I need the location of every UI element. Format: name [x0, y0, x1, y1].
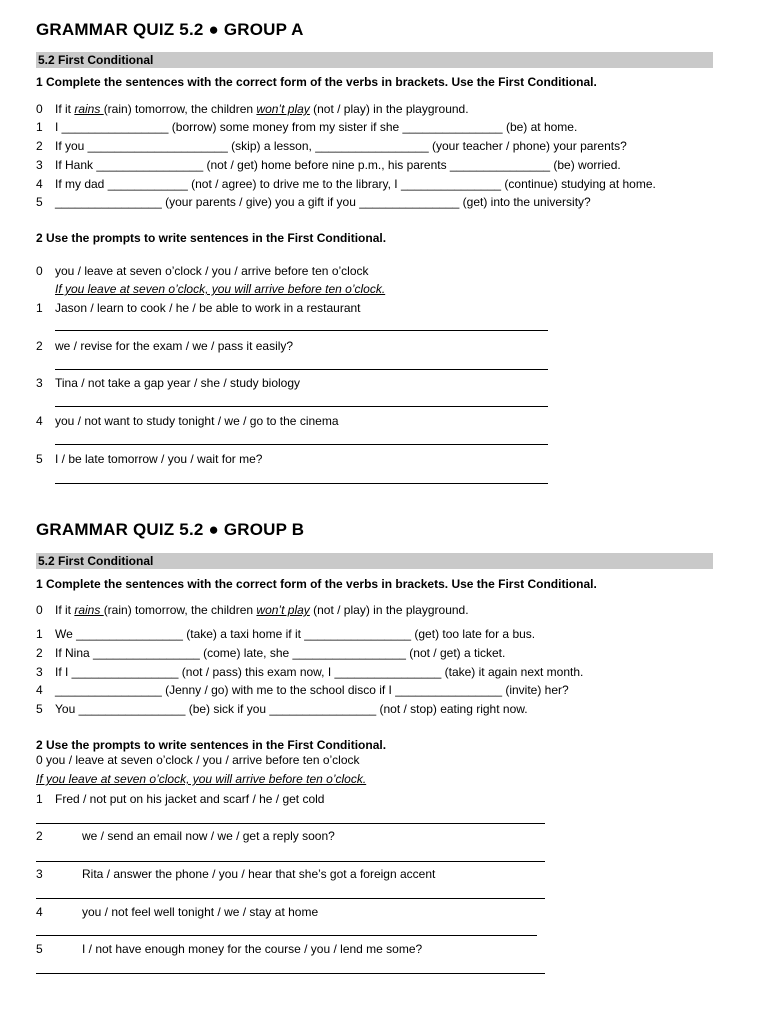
group-b-ex2-example-prompt: 0 you / leave at seven o’clock / you / arrive before ten o’clock — [36, 753, 360, 767]
group-b-ex2-num-1: 1 — [36, 792, 43, 806]
group-b-ex2-answer-line-4[interactable] — [36, 935, 537, 936]
group-a-ex2-num-5: 5 — [36, 452, 43, 466]
group-b-ex1-num-0: 0 — [36, 603, 43, 617]
group-b-ex1-num-4: 4 — [36, 683, 43, 697]
group-b-ex1-num-3: 3 — [36, 665, 43, 679]
group-b-ex2-answer-line-5[interactable] — [36, 973, 545, 974]
group-a-ex1-num-3: 3 — [36, 158, 43, 172]
group-a-ex1-num-5: 5 — [36, 195, 43, 209]
group-a-section-label: 5.2 First Conditional — [38, 53, 154, 67]
group-a-ex2-answer-line-5[interactable] — [55, 483, 548, 484]
group-b-ex2-answer-line-1[interactable] — [36, 823, 545, 824]
group-a-ex2-prompt-5: I / be late tomorrow / you / wait for me? — [55, 452, 263, 466]
group-b-ex1-instruction: 1 Complete the sentences with the correct form of the verbs in brackets. Use the First Conditional. — [36, 577, 597, 591]
group-a-ex1-item-2: If you _____________________ (skip) a lesson, _________________ (your teacher / phone) your parents? — [55, 139, 627, 153]
group-a-ex1-num-2: 2 — [36, 139, 43, 153]
group-a-title: GRAMMAR QUIZ 5.2 ● GROUP A — [36, 20, 304, 39]
group-a-ex2-prompt-2: we / revise for the exam / we / pass it easily? — [55, 339, 294, 353]
group-a-ex2-num-1: 1 — [36, 301, 43, 315]
group-b-ex2-prompt-1: Fred / not put on his jacket and scarf / he / get cold — [55, 792, 325, 806]
group-a-ex2-answer-line-3[interactable] — [55, 406, 548, 407]
group-b-ex2-prompt-5: I / not have enough money for the course / you / lend me some? — [82, 942, 423, 956]
group-a-ex1-item-0: If it rains (rain) tomorrow, the children won’t play (not / play) in the playground. — [55, 102, 469, 116]
group-a-ex2-num-0: 0 — [36, 264, 43, 278]
group-a-ex1-item-1: I ________________ (borrow) some money from my sister if she _______________ (be) at home. — [55, 120, 578, 134]
group-a-ex2-num-3: 3 — [36, 376, 43, 390]
group-a-ex2-answer-line-2[interactable] — [55, 369, 548, 370]
group-a-ex1-num-0: 0 — [36, 102, 43, 116]
group-a-ex1-instruction: 1 Complete the sentences with the correct form of the verbs in brackets. Use the First Conditional. — [36, 75, 597, 89]
group-a-ex2-example-prompt: you / leave at seven o’clock / you / arrive before ten o’clock — [55, 264, 369, 278]
group-a-ex2-answer-line-4[interactable] — [55, 444, 548, 445]
group-a-ex2-prompt-4: you / not want to study tonight / we / go to the cinema — [55, 414, 339, 428]
group-b-ex1-num-5: 5 — [36, 702, 43, 716]
group-b-ex1-item-2: If Nina ________________ (come) late, she _________________ (not / get) a ticket. — [55, 646, 506, 660]
group-b-section-label: 5.2 First Conditional — [38, 554, 154, 568]
group-b-ex2-num-3: 3 — [36, 867, 43, 881]
group-a-ex1-item-5: ________________ (your parents / give) you a gift if you _______________ (get) into the university? — [55, 195, 591, 209]
group-b-ex1-item-3: If I ________________ (not / pass) this exam now, I ________________ (take) it again next month. — [55, 665, 584, 679]
group-a-ex1-num-1: 1 — [36, 120, 43, 134]
group-a-ex2-num-2: 2 — [36, 339, 43, 353]
group-a-ex2-answer-line-1[interactable] — [55, 330, 548, 331]
group-a-ex2-example-answer: If you leave at seven o’clock, you will arrive before ten o’clock. — [55, 282, 386, 296]
group-b-ex1-item-1: We ________________ (take) a taxi home if it ________________ (get) too late for a bus. — [55, 627, 536, 641]
group-a-section-bar — [36, 52, 713, 68]
group-b-ex1-num-2: 2 — [36, 646, 43, 660]
group-b-ex2-answer-line-3[interactable] — [36, 898, 545, 899]
group-b-ex2-instruction: 2 Use the prompts to write sentences in the First Conditional. — [36, 738, 387, 752]
group-b-ex2-answer-line-2[interactable] — [36, 861, 545, 862]
group-b-ex2-example-answer: If you leave at seven o’clock, you will arrive before ten o’clock. — [36, 772, 367, 786]
group-a-ex2-num-4: 4 — [36, 414, 43, 428]
group-b-ex1-num-1: 1 — [36, 627, 43, 641]
group-b-ex2-num-4: 4 — [36, 905, 43, 919]
group-b-title: GRAMMAR QUIZ 5.2 ● GROUP B — [36, 520, 305, 539]
group-b-ex1-item-5: You ________________ (be) sick if you ________________ (not / stop) eating right now. — [55, 702, 528, 716]
group-b-ex2-prompt-2: we / send an email now / we / get a reply soon? — [82, 829, 335, 843]
group-b-ex2-prompt-4: you / not feel well tonight / we / stay at home — [82, 905, 319, 919]
group-b-ex2-prompt-3: Rita / answer the phone / you / hear that she’s got a foreign accent — [82, 867, 436, 881]
group-a-ex1-item-3: If Hank ________________ (not / get) home before nine p.m., his parents _______________ (be) worried. — [55, 158, 621, 172]
group-b-ex1-item-4: ________________ (Jenny / go) with me to the school disco if I ________________ (invite) her? — [55, 683, 569, 697]
group-b-section-bar — [36, 553, 713, 569]
group-b-ex1-item-0: If it rains (rain) tomorrow, the children won’t play (not / play) in the playground. — [55, 603, 469, 617]
group-a-ex2-prompt-3: Tina / not take a gap year / she / study biology — [55, 376, 301, 390]
group-b-ex2-num-5: 5 — [36, 942, 43, 956]
group-a-ex1-item-4: If my dad ____________ (not / agree) to drive me to the library, I _______________ (continue) studying at home. — [55, 177, 656, 191]
group-b-ex2-num-2: 2 — [36, 829, 43, 843]
group-a-ex1-num-4: 4 — [36, 177, 43, 191]
group-a-ex2-prompt-1: Jason / learn to cook / he / be able to work in a restaurant — [55, 301, 361, 315]
group-a-ex2-instruction: 2 Use the prompts to write sentences in the First Conditional. — [36, 231, 387, 245]
